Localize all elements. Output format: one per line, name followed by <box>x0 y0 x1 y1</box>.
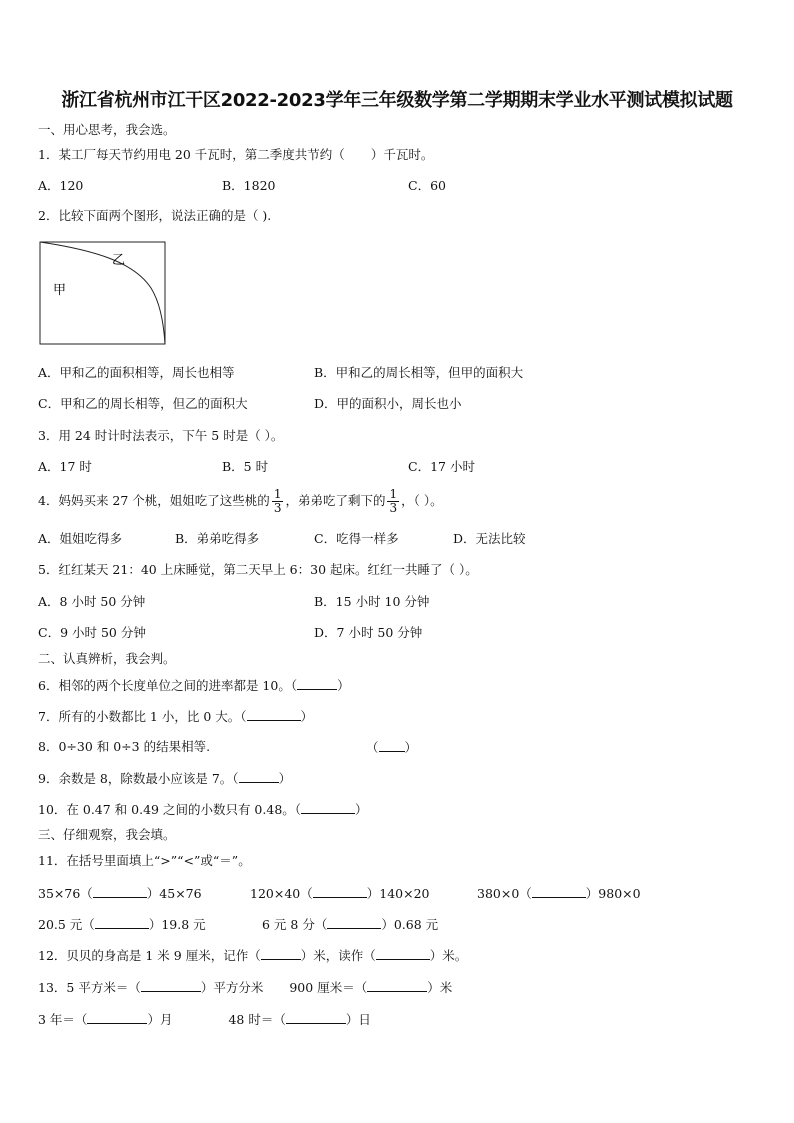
q12-blank-1[interactable] <box>261 947 301 960</box>
q5-option-b: B．15 小时 10 分钟 <box>314 594 430 609</box>
q4-stem-c: ，（ ）。 <box>401 493 443 508</box>
q12-blank-2[interactable] <box>376 947 430 960</box>
q13-blank-1[interactable] <box>141 979 201 992</box>
q11-blank-1[interactable] <box>93 885 147 898</box>
section-heading-1: 一、用心思考，我会选。 <box>38 122 176 137</box>
q4-option-d: D．无法比较 <box>453 531 526 546</box>
q2-figure <box>39 240 167 346</box>
q1-option-c: C．60 <box>408 178 446 193</box>
q13-blank-3[interactable] <box>87 1011 147 1024</box>
q11-item-2: 120×40（ ）140×20 <box>250 886 430 901</box>
q1-option-b: B．1820 <box>222 178 276 193</box>
q13-blank-4[interactable] <box>286 1011 346 1024</box>
q11-item-5: 6 元 8 分（ ）0.68 元 <box>262 917 439 932</box>
q2-option-d: D．甲的面积小，周长也小 <box>314 396 462 411</box>
q4-stem-b: ，弟弟吃了剩下的 <box>285 493 386 508</box>
q8-answer: （ ） <box>366 740 418 755</box>
q4-option-c: C．吃得一样多 <box>314 531 399 546</box>
q11-item-3: 380×0（ ）980×0 <box>477 886 641 901</box>
q4-stem-a: 4．妈妈买来 27 个桃，姐姐吃了这些桃的 <box>38 493 270 508</box>
q5-option-a: A．8 小时 50 分钟 <box>38 594 146 609</box>
page-title: 浙江省杭州市江干区2022-2023学年三年级数学第二学期期末学业水平测试模拟试题 <box>61 90 733 111</box>
q2-option-c: C．甲和乙的周长相等，但乙的面积大 <box>38 396 248 411</box>
q8-answer-blank[interactable] <box>379 739 405 752</box>
question-4 <box>38 486 443 516</box>
q10-answer-blank[interactable] <box>301 801 355 814</box>
question-13-row-2: 3 年＝（ ）月 48 时＝（ ）日 <box>38 1012 371 1027</box>
q3-option-c: C．17 小时 <box>408 459 475 474</box>
question-3: 3．用 24 时计时法表示，下午 5 时是（ ）。 <box>38 428 284 443</box>
question-2: 2．比较下面两个图形，说法正确的是（ ). <box>38 208 272 223</box>
question-10: 10．在 0.47 和 0.49 之间的小数只有 0.48。（ ） <box>38 802 368 817</box>
q11-blank-3[interactable] <box>532 885 586 898</box>
q7-answer-blank[interactable] <box>247 708 301 721</box>
q1-option-a: A．120 <box>38 178 84 193</box>
q3-option-a: A．17 时 <box>38 459 92 474</box>
question-13: 13．5 平方米＝（ ）平方分米 900 厘米＝（ ）米 <box>38 980 453 995</box>
q11-blank-2[interactable] <box>313 885 367 898</box>
q4-fraction-1: $\frac{1}{3}$ <box>273 487 282 515</box>
question-12: 12．贝贝的身高是 1 米 9 厘米，记作（ ）米，读作（ ）米。 <box>38 948 468 963</box>
q2-label-yi: 乙 <box>112 253 126 268</box>
q1-stem-b: ）千瓦时。 <box>370 147 434 162</box>
q2-label-jia: 甲 <box>53 283 67 298</box>
q11-item-4: 20.5 元（ ）19.8 元 <box>38 917 206 932</box>
q4-option-b: B．弟弟吃得多 <box>175 531 260 546</box>
question-6: 6．相邻的两个长度单位之间的进率都是 10。（ ） <box>38 678 350 693</box>
question-1 <box>38 147 433 163</box>
q5-option-d: D．7 小时 50 分钟 <box>314 625 423 640</box>
question-11: 11．在括号里面填上“>”“<”或“＝”。 <box>38 853 251 868</box>
q2-option-b: B．甲和乙的周长相等，但甲的面积大 <box>314 365 524 380</box>
question-5: 5．红红某天 21：40 上床睡觉，第二天早上 6：30 起床。红红一共睡了（ ）。 <box>38 562 478 577</box>
question-9: 9．余数是 8，除数最小应该是 7。（ ） <box>38 771 292 786</box>
q1-stem-a: 1．某工厂每天节约用电 20 千瓦时，第二季度共节约（ <box>38 147 345 162</box>
q11-blank-5[interactable] <box>327 916 381 929</box>
question-8: 8．0÷30 和 0÷3 的结果相等. <box>38 739 211 754</box>
q9-answer-blank[interactable] <box>239 770 279 783</box>
section-heading-3: 三、仔细观察，我会填。 <box>38 827 176 842</box>
q11-item-1: 35×76（ ）45×76 <box>38 886 202 901</box>
q4-fraction-2: $\frac{1}{3}$ <box>389 487 398 515</box>
q5-option-c: C．9 小时 50 分钟 <box>38 625 146 640</box>
q6-answer-blank[interactable] <box>297 677 337 690</box>
q3-option-b: B．5 时 <box>222 459 269 474</box>
q4-option-a: A．姐姐吃得多 <box>38 531 123 546</box>
question-7: 7．所有的小数都比 1 小，比 0 大。（ ） <box>38 709 314 724</box>
q11-blank-4[interactable] <box>95 916 149 929</box>
q13-blank-2[interactable] <box>367 979 427 992</box>
q2-option-a: A．甲和乙的面积相等，周长也相等 <box>38 365 235 380</box>
section-heading-2: 二、认真辨析，我会判。 <box>38 651 176 666</box>
